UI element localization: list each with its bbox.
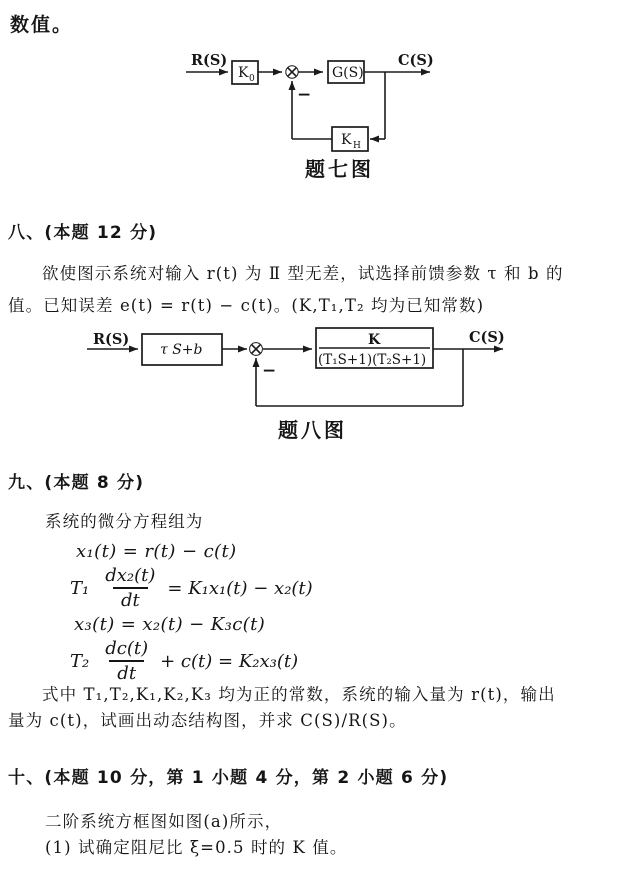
section9-equation-1: x₁(t) = r(t) − c(t) <box>76 541 237 562</box>
fig7-block-diagram <box>0 40 630 190</box>
section9-equation-4 <box>70 639 298 683</box>
section9-heading: 九、(本题 8 分) <box>8 473 145 493</box>
fig8-plant-block <box>316 328 433 368</box>
section9-equation-2 <box>70 566 313 610</box>
eq4-denominator: dt <box>109 660 144 683</box>
section8-heading: 八、(本题 12 分) <box>8 223 158 243</box>
fig8-plant-denominator: (T₁S+1)(T₂S+1) <box>318 352 427 368</box>
section9-equation-3: x₃(t) = x₂(t) − K₃c(t) <box>74 614 266 635</box>
eq2-denominator: dt <box>113 587 148 610</box>
section9-text-line2: 量为 c(t)，试画出动态结构图，并求 C(S)/R(S)。 <box>8 711 407 730</box>
fig8-summing-junction <box>250 343 263 356</box>
eq2-numerator: dx₂(t) <box>105 565 156 586</box>
eq2-right-side: = K₁x₁(t) − x₂(t) <box>167 577 313 599</box>
eq4-fraction <box>100 639 153 683</box>
fig7-caption: 题七图 <box>305 157 374 181</box>
section8-text-line2: 值。已知误差 e(t) = r(t) − c(t)。(K,T₁,T₂ 均为已知常数) <box>8 296 485 315</box>
eq4-numerator: dc(t) <box>105 638 149 659</box>
section9-text-line1: 式中 T₁,T₂,K₁,K₂,K₃ 均为正的常数，系统的输入量为 r(t)，输出 <box>42 685 556 704</box>
fig7-minus-sign: − <box>297 85 312 105</box>
fig8-output-label: C(S) <box>469 329 505 346</box>
fig8-block-diagram <box>0 325 630 450</box>
previous-problem-tail-text: 数值。 <box>10 14 74 36</box>
fig7-forward-block-label: G(S) <box>332 65 364 81</box>
fig7-feedback-block-subscript: H <box>353 141 361 151</box>
fig7-input-label: R(S) <box>191 52 228 69</box>
eq4-coefficient: T₂ <box>70 650 90 672</box>
section10-heading: 十、(本题 10 分，第 1 小题 4 分，第 2 小题 6 分) <box>8 768 449 788</box>
section8-text-line1: 欲使图示系统对输入 r(t) 为 Ⅱ 型无差，试选择前馈参数 τ 和 b 的 <box>42 264 564 283</box>
fig8-caption: 题八图 <box>278 418 347 442</box>
fig7-gain-block-label: K <box>238 65 249 81</box>
fig8-input-label: R(S) <box>93 331 130 348</box>
fig8-feedforward-block-label: τ S+b <box>160 342 203 358</box>
section10-text-line1: 二阶系统方框图如图(a)所示， <box>45 812 283 831</box>
fig7-gain-block-subscript: 0 <box>249 74 255 84</box>
fig7-feedback-block-label: K <box>341 132 352 148</box>
eq2-fraction <box>100 566 160 610</box>
fig7-output-label: C(S) <box>398 52 434 69</box>
eq4-right-side: + c(t) = K₂x₃(t) <box>160 650 299 672</box>
fig7-summing-junction <box>286 66 298 78</box>
section10-text-line2: (1) 试确定阻尼比 ξ=0.5 时的 K 值。 <box>45 838 348 857</box>
fig8-plant-numerator: K <box>368 332 381 348</box>
eq2-coefficient: T₁ <box>70 577 90 599</box>
fig8-minus-sign: − <box>262 361 277 381</box>
section9-intro: 系统的微分方程组为 <box>45 512 204 531</box>
